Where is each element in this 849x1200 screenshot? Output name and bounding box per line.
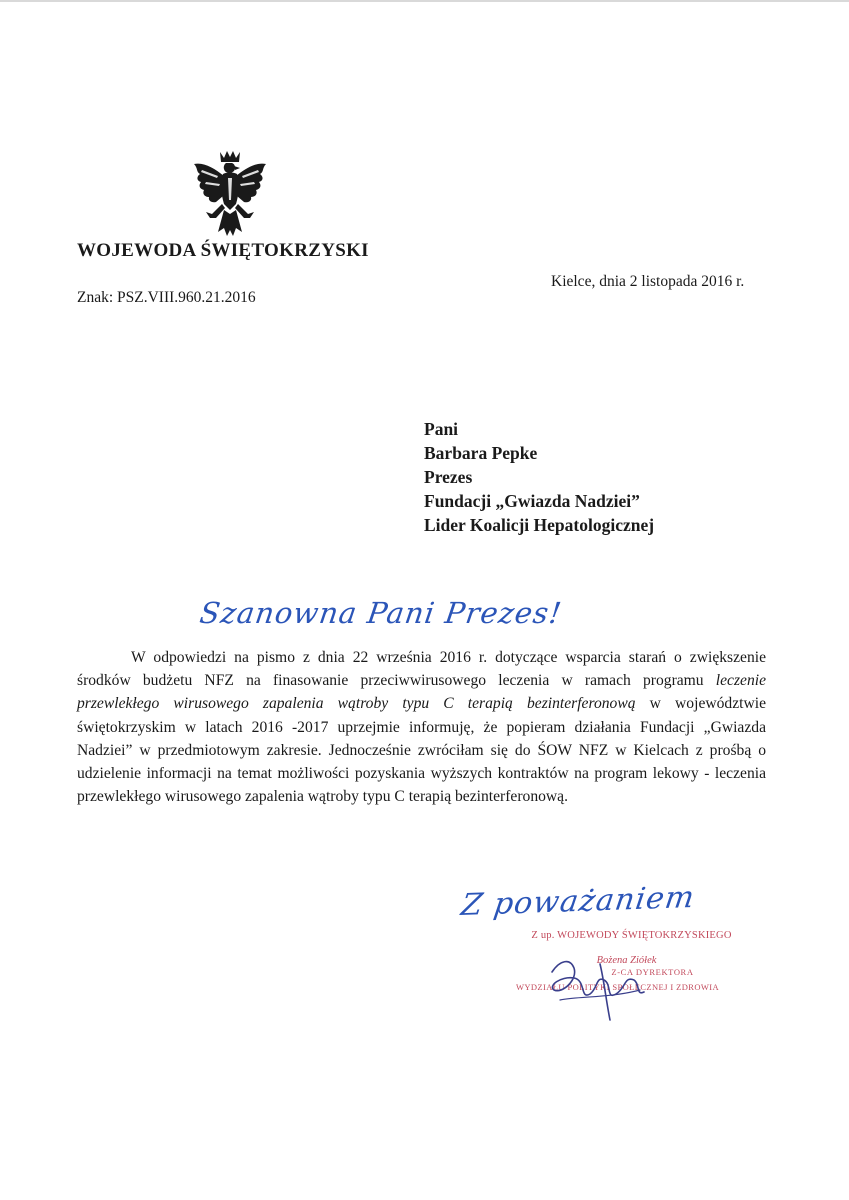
handwritten-closing: Z poważaniem bbox=[458, 879, 698, 924]
issuer-title: WOJEWODA ŚWIĘTOKRZYSKI bbox=[77, 240, 369, 261]
stamp-line: Bożena Ziółek bbox=[596, 955, 657, 966]
stamp-line: WYDZIAŁU POLITYKI SPOŁECZNEJ I ZDROWIA bbox=[515, 982, 720, 992]
handwritten-signature bbox=[540, 950, 670, 1025]
recipient-line: Fundacji „Gwiazda Nadziei” bbox=[424, 491, 640, 511]
body-text-italic: leczenie przewlekłego wirusowego zapalenia wątroby typu C terapią bezinterferonową bbox=[77, 672, 766, 713]
body-text-part2: w województwie świętokrzyskim w latach 2016 -2017 uprzejmie informuję, że popieram działania Fundacji „Gwiazda Nadziei” w przedmiotowym zakresie. Jednocześnie zwróciłam się do ŚOW NFZ w Kielcach z prośbą o udzielenie informacji na temat możliwości pozyskania wyższych kontraktów na program lekowy - leczenia przewlekłego wirusowego zapalenia wątroby typu C terapią bezinterferonową. bbox=[77, 695, 766, 806]
letter-body bbox=[77, 646, 766, 808]
place-and-date: Kielce, dnia 2 listopada 2016 r. bbox=[551, 273, 745, 290]
scan-edge bbox=[0, 0, 849, 2]
recipient-line: Prezes bbox=[424, 467, 473, 487]
stamp-line: Z-CA DYREKTORA bbox=[611, 967, 694, 977]
handwritten-salutation: Szanowna Pani Prezes! bbox=[197, 596, 565, 630]
body-text-part1: W odpowiedzi na pismo z dnia 22 września 2016 r. dotyczące wsparcia starań o zwiększenie środków budżetu NFZ na finasowanie przeciwwirusowego leczenia w ramach programu bbox=[77, 649, 766, 690]
stamp-line: Z up. WOJEWODY ŚWIĘTOKRZYSKIEGO bbox=[531, 930, 732, 941]
recipient-line: Pani bbox=[424, 419, 459, 439]
recipient-line: Lider Koalicji Hepatologicznej bbox=[424, 515, 655, 535]
recipient-block bbox=[424, 417, 654, 537]
recipient-line: Barbara Pepke bbox=[424, 443, 538, 463]
polish-eagle-icon bbox=[190, 148, 270, 240]
reference-number: Znak: PSZ.VIII.960.21.2016 bbox=[77, 289, 256, 306]
